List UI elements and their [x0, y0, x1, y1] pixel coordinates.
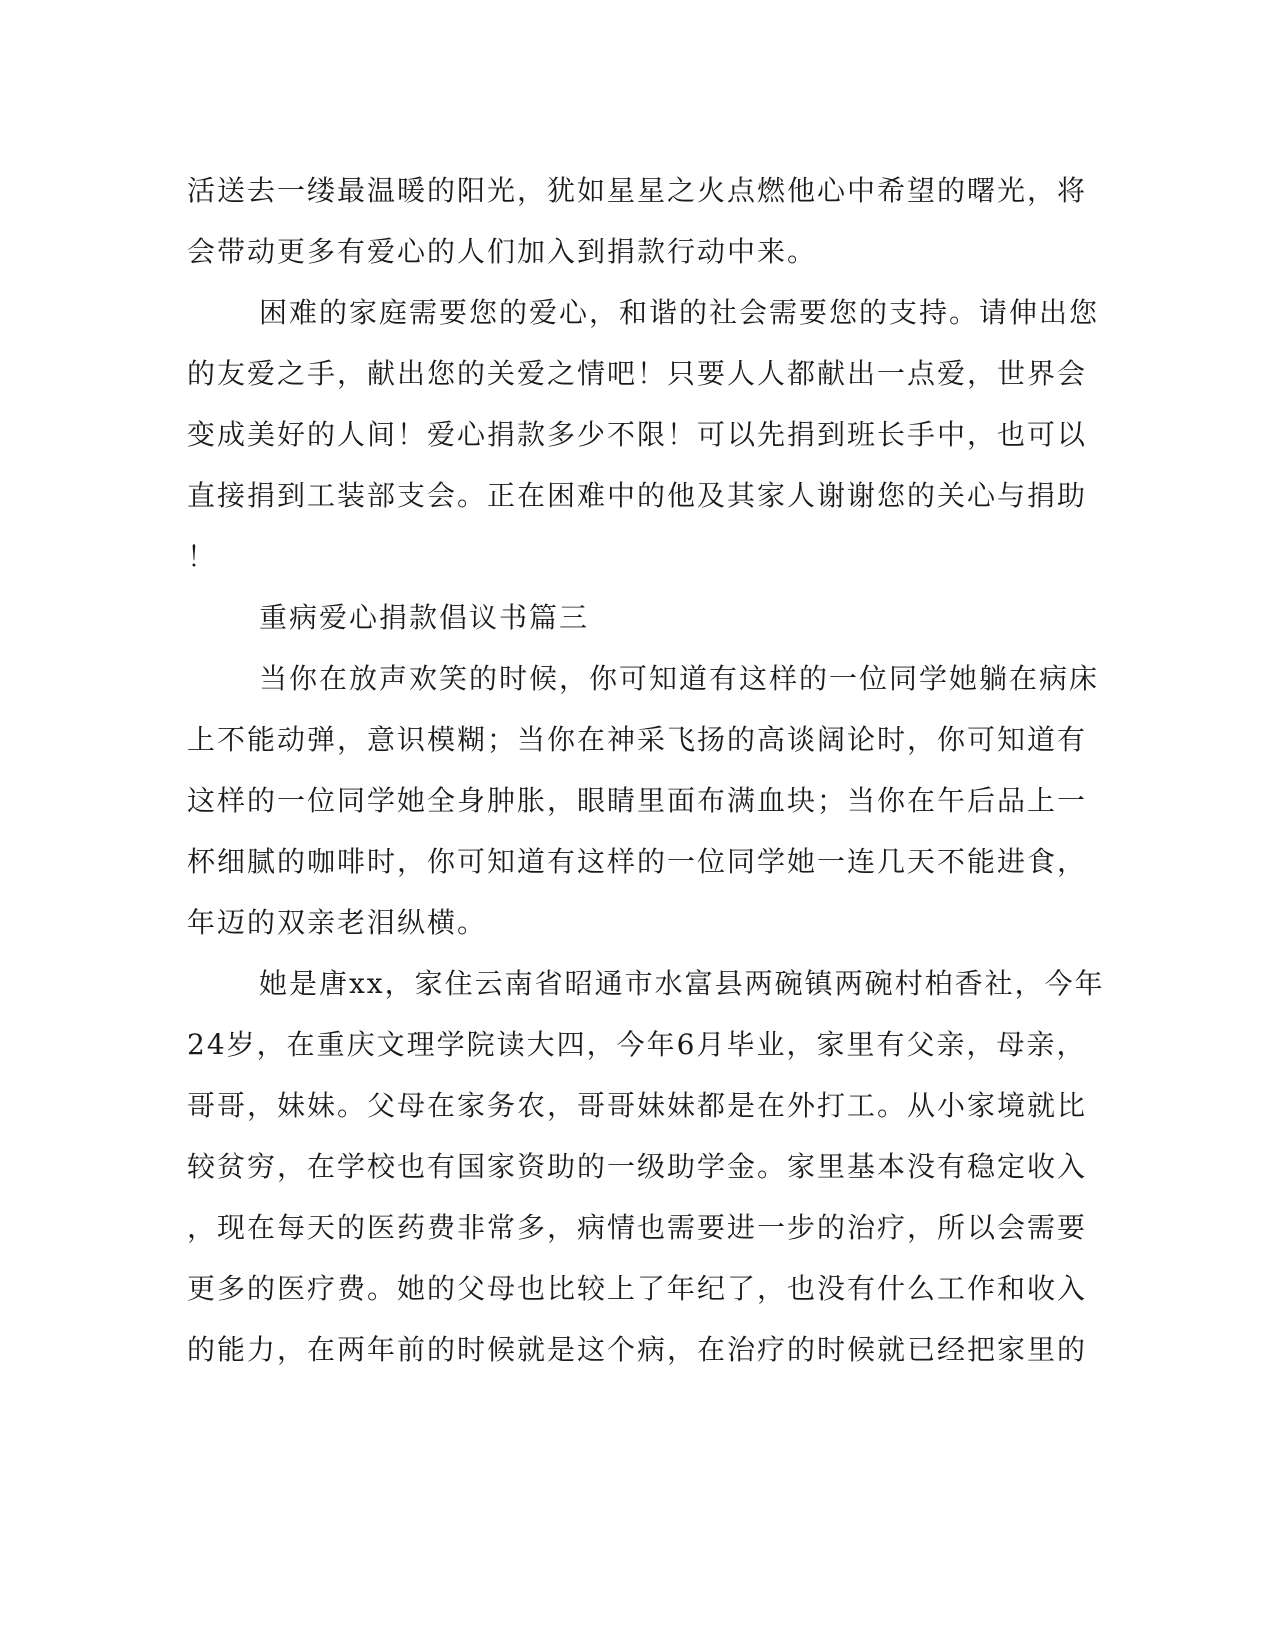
- text-line: 的友爱之手，献出您的关爱之情吧！只要人人都献出一点爱，世界会: [187, 357, 1088, 390]
- text-line: 的能力，在两年前的时候就是这个病，在治疗的时候就已经把家里的: [187, 1333, 1088, 1366]
- text-line: 上不能动弹，意识模糊；当你在神采飞扬的高谈阔论时，你可知道有: [187, 723, 1088, 756]
- text-line: 哥哥，妹妹。父母在家务农，哥哥妹妹都是在外打工。从小家境就比: [187, 1089, 1088, 1122]
- text-line: 变成美好的人间！爱心捐款多少不限！可以先捐到班长手中，也可以: [187, 418, 1088, 451]
- text-line: 会带动更多有爱心的人们加入到捐款行动中来。: [187, 235, 818, 268]
- paragraph-start-line: 困难的家庭需要您的爱心，和谐的社会需要您的支持。请伸出您: [259, 296, 1100, 329]
- paragraph-start-line: 当你在放声欢笑的时候，你可知道有这样的一位同学她躺在病床: [259, 662, 1100, 695]
- text-line: 更多的医疗费。她的父母也比较上了年纪了，也没有什么工作和收入: [187, 1272, 1088, 1305]
- text-line: 年迈的双亲老泪纵横。: [187, 906, 488, 939]
- text-line: 活送去一缕最温暖的阳光，犹如星星之火点燃他心中希望的曙光，将: [187, 174, 1088, 207]
- text-line: 杯细腻的咖啡时，你可知道有这样的一位同学她一连几天不能进食，: [187, 845, 1088, 878]
- text-line: 这样的一位同学她全身肿胀，眼睛里面布满血块；当你在午后品上一: [187, 784, 1088, 817]
- document-body: [187, 160, 1105, 1380]
- text-line: 24岁，在重庆文理学院读大四，今年6月毕业，家里有父亲，母亲，: [187, 1028, 1087, 1061]
- text-line: ，现在每天的医药费非常多，病情也需要进一步的治疗，所以会需要: [187, 1211, 1088, 1244]
- section-heading: 重病爱心捐款倡议书篇三: [259, 601, 590, 634]
- text-line: ！: [187, 540, 218, 573]
- paragraph-start-line: 她是唐xx，家住云南省昭通市水富县两碗镇两碗村柏香社，今年: [259, 967, 1105, 1000]
- text-line: 直接捐到工装部支会。正在困难中的他及其家人谢谢您的关心与捐助: [187, 479, 1088, 512]
- text-line: 较贫穷，在学校也有国家资助的一级助学金。家里基本没有稳定收入: [187, 1150, 1088, 1183]
